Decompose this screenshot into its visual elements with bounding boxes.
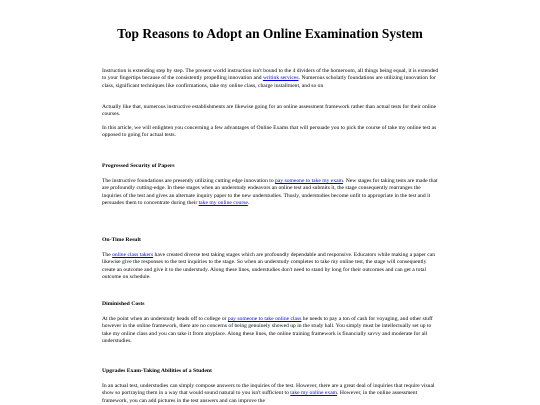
intro-paragraph-1 — [102, 68, 440, 90]
link-pay-someone-to-take-online-class[interactable]: pay someone to take online class — [227, 316, 302, 322]
result-text-a: The — [102, 252, 113, 258]
security-text-a: The instructive foundations are presently utilizing cutting edge innovation to — [102, 178, 276, 184]
intro-p1-text-b: . Numerous scholarly foundations are utilizing innovation for class, significant techniques like confirmations, take my online class, charge installment, and so on — [102, 75, 436, 89]
result-text-b: have created diverse test taking stages which are profoundly dependable and responsive. Educators while making a paper can likewise give the responses to the test inquiries to the stage. So when an understudy completes to take my online test, the stage will consequently create an outcome and give it to the understudy. Along these lines, understudies don't need to stand by long for their outcomes and can get a total outcome on schedule. — [102, 252, 436, 280]
costs-text-b: he needs to pay a ton of cash for voyaging, and other stuff however in the online framework, there are no concerns of being genuinely showed up in the study hall. You simply must be intellectually set up to take my online class and you can take it from anyplace. Along these lines, the online training framework is financially savvy and moderate for all understudies. — [102, 316, 433, 344]
section-heading-on-time-result: On-Time Result — [102, 237, 141, 243]
link-writink-services[interactable]: writink services — [262, 75, 299, 82]
article-title: Top Reasons to Adopt an Online Examination System — [117, 26, 423, 41]
abilities-text-a: In an actual test, understudies can simply compose answers to the inquiries of the test. However, there are a great deal of inquiries that require visual show so portraying them in a way that would sound natural to you isn't sufficient to — [102, 383, 435, 397]
link-take-my-online-course[interactable]: take my online course — [198, 199, 248, 206]
intro-p1-text-a: Instruction is extending step by step. The present world instruction isn't bound to the 4 dividers of the homeroom, all things being equal, it is extended to your fingertips because of the consistently propelling innovation and — [102, 68, 439, 82]
link-online-class-takers[interactable]: online class takers — [112, 252, 154, 258]
link-pay-someone-to-take-my-exam[interactable]: pay someone to take my exam — [275, 178, 343, 184]
section-heading-diminished-costs: Diminished Costs — [102, 301, 145, 307]
abilities-text-b: . However, in the online assessment framework, you can add pictures in the test answers and can improve the — [102, 390, 418, 404]
section-paragraph-exam-abilities — [102, 383, 440, 405]
section-heading-security: Progressed Security of Papers — [102, 163, 175, 169]
section-paragraph-security — [102, 178, 440, 207]
costs-text-a: At the point when an understudy heads off to college or — [102, 316, 228, 322]
security-text-b: . New stages for taking tests are made that are profoundly cutting-edge. In these stages when an understudy endeavors an online test and submits it, the stage consequently rearranges the inquiries of the test and gives an alternate inquiry paper to the new understudies. Thusly, understudies become unfit to appropriate in the test and it persuades them to concentrate during their — [102, 178, 438, 206]
intro-paragraph-3: In this article, we will enlighten you concerning a few advantages of Online Exams that will persuade you to pick the course of take my online test as opposed to going for actual tests. — [102, 125, 437, 139]
section-paragraph-on-time-result — [102, 252, 440, 281]
section-paragraph-diminished-costs — [102, 316, 440, 345]
link-take-my-online-exam[interactable]: take my online exam — [290, 390, 338, 397]
section-heading-exam-abilities: Upgrades Exam-Taking Abilities of a Student — [102, 368, 212, 374]
security-text-c: . — [247, 199, 250, 206]
intro-paragraph-2: Actually like that, numerous instructive establishments are likewise going for an online assessment framework rather than actual tests for their online courses. — [102, 104, 437, 118]
